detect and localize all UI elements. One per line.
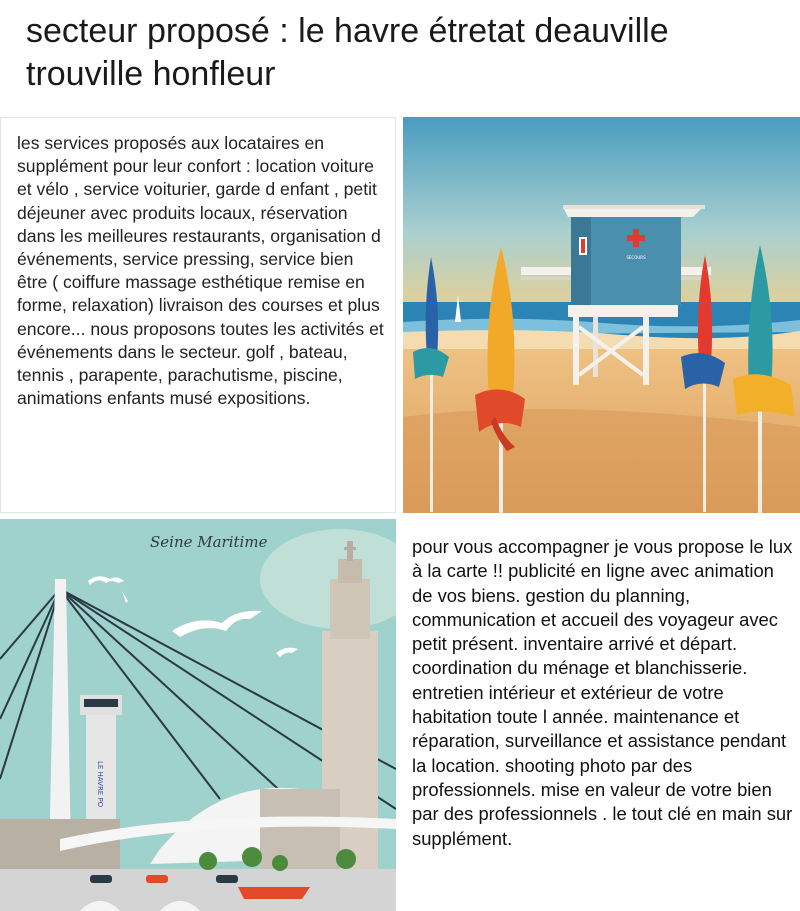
port-tower [80, 695, 122, 819]
car-icon [90, 875, 112, 883]
boat-icon [238, 887, 310, 899]
services-text: les services proposés aux locataires en supplément pour leur confort : location voiture et vélo , service voiturier, garde d enfant , petit déjeuner avec produits locaux, réservation dans les meilleures restaurants, organisation d événements, service pressing, service bien être ( coiffure massage esthétique remise en forme, relaxation) livraison des courses et plus encore... nous proposons toutes les activités et événements dans le secteur. golf , bateau, tennis , parapente, parachutisme, piscine, animations enfants musé expositions. [17, 133, 384, 409]
car-icon [146, 875, 168, 883]
le-havre-illustration [0, 519, 396, 911]
accompaniment-panel [403, 519, 800, 911]
accompaniment-text: pour vous accompagner je vous propose le lux à la carte !! publicité en ligne avec animation de vos biens. gestion du planning, communication et accueil des voyageur avec petit présent. inventaire arrivé et départ. coordination du ménage et blanchisserie. entretien intérieur et extérieur de votre habitation toute l année. maintenance et réparation, surveillance et assistance pendant la location. shooting photo par des professionnels. mise en valeur de votre bien par des professionnels . le tout clé en main sur supplément. [412, 536, 793, 849]
poster-heading: Seine Maritime [150, 533, 268, 551]
page-title: secteur proposé : le havre étretat deauville trouville honfleur [26, 12, 669, 93]
hut-sign: SECOURS [626, 255, 646, 260]
tower-label: LE HAVRE PO [96, 761, 104, 808]
beach-illustration [403, 117, 800, 513]
car-icon [216, 875, 238, 883]
services-panel [0, 117, 396, 513]
